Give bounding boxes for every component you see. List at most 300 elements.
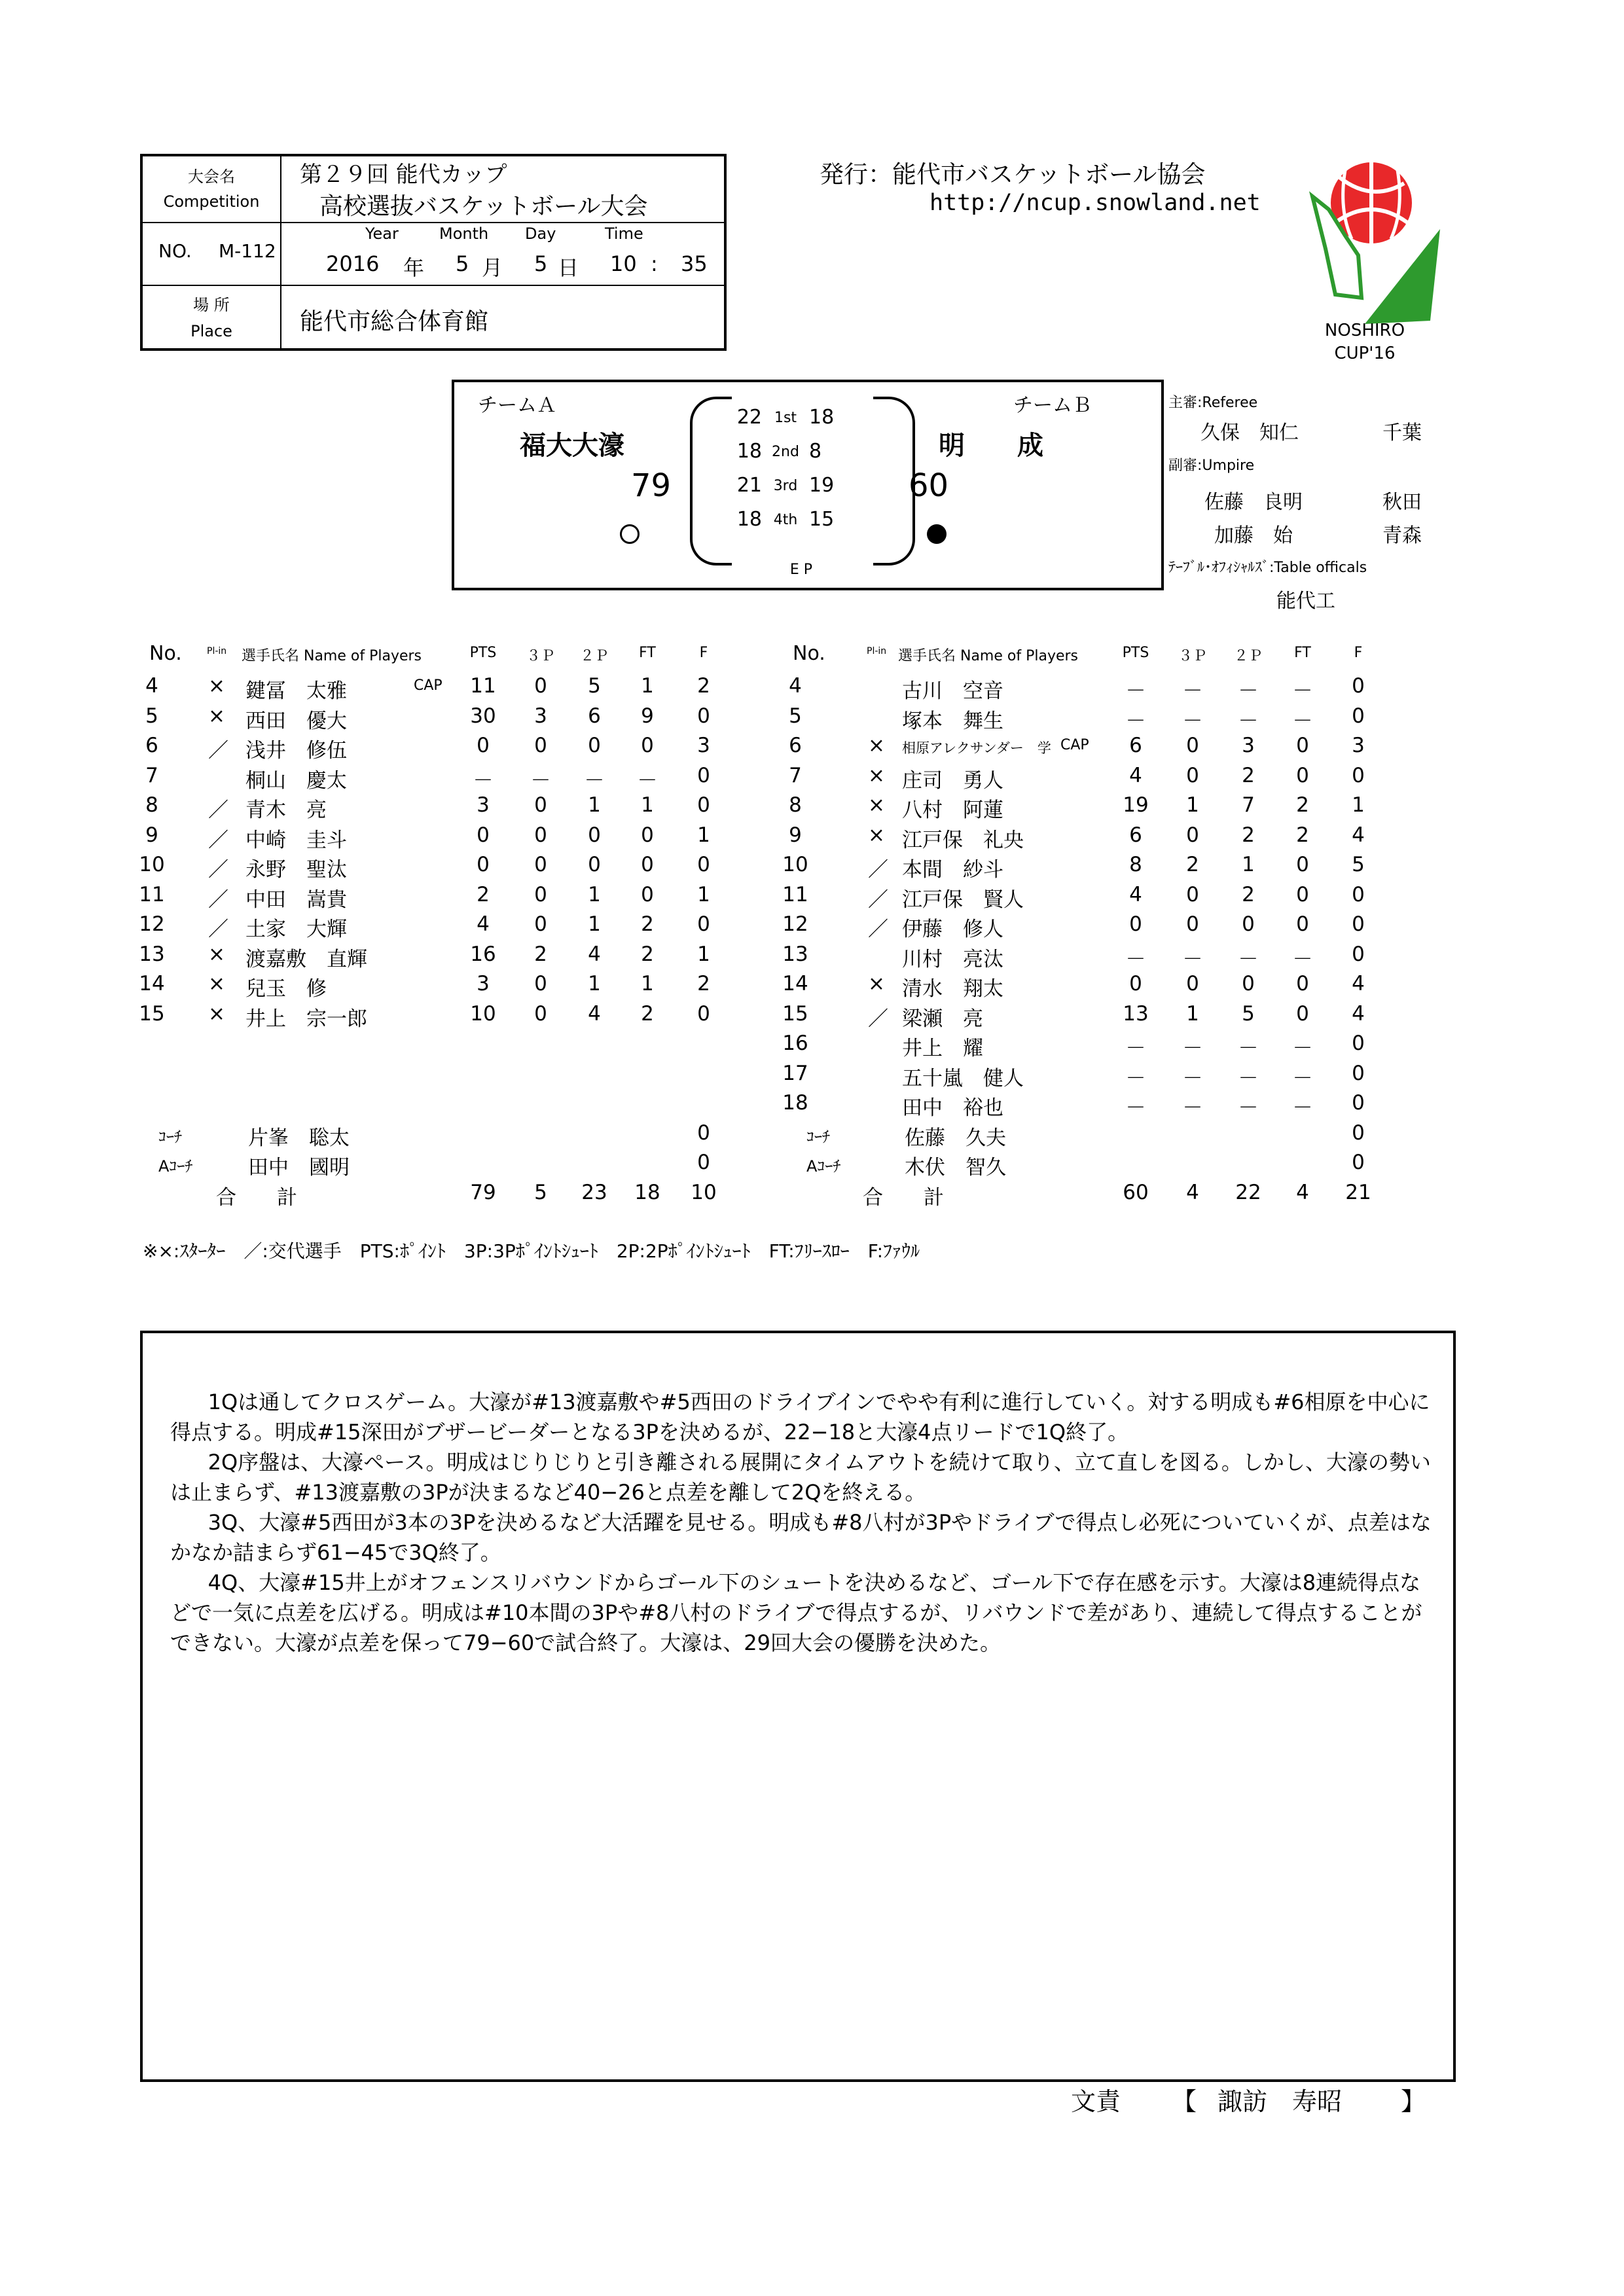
player-number: 4 [145, 674, 158, 698]
player-ft: 0 [1296, 763, 1309, 787]
player-2p: 2 [1242, 823, 1255, 847]
player-play-in-mark: × [868, 823, 885, 847]
player-number: 12 [782, 912, 808, 936]
player-2p: 0 [588, 734, 601, 757]
quarter-score-b: 18 [809, 406, 835, 429]
player-fouls: 0 [697, 704, 710, 728]
player-2p: － [1238, 1096, 1259, 1120]
player-play-in-mark: ／ [208, 798, 228, 822]
player-ft: 0 [1296, 972, 1309, 996]
player-name: 江戸保 礼央 [902, 828, 1024, 852]
player-play-in-mark: × [868, 734, 885, 757]
player-points: － [1125, 1037, 1146, 1060]
quarter-label: 2nd [772, 444, 799, 460]
player-name: 江戸保 賢人 [902, 888, 1024, 912]
no-label: NO. [158, 240, 192, 262]
player-2p: － [1238, 1066, 1259, 1090]
header-3p: ３Ｐ [526, 648, 555, 664]
competition-title-line2: 高校選抜バスケットボール大会 [319, 193, 648, 220]
year-value: 2016 [326, 251, 380, 276]
player-play-in-mark: × [208, 942, 225, 966]
commentary-text [170, 1387, 1434, 1658]
header-ft: FT [639, 645, 656, 661]
player-name: 本間 紗斗 [902, 858, 1003, 882]
header-pts: PTS [1122, 645, 1149, 661]
player-number: 10 [139, 853, 165, 876]
umpire1-name: 佐藤 良明 [1204, 491, 1303, 514]
time-header: Time [605, 224, 643, 243]
player-3p: 0 [534, 912, 547, 936]
legend-text: ※×:ｽﾀｰﾀｰ ／:交代選手 PTS:ﾎﾟｲﾝﾄ 3P:3Pﾎﾟｲﾝﾄｼｭｰﾄ 2P:2Pﾎﾟｲﾝﾄｼｭｰﾄ FT:ﾌﾘｰｽﾛｰ F:ﾌｧｳﾙ [143, 1240, 920, 1262]
player-name: 鍵冨 太雅 [245, 679, 347, 703]
header-3p: ３Ｐ [1178, 648, 1207, 664]
quarter-score-a: 21 [736, 474, 762, 497]
player-number: 5 [145, 704, 158, 728]
player-points: 4 [1129, 763, 1142, 787]
player-3p: 0 [1186, 763, 1199, 787]
player-3p: 2 [1186, 853, 1199, 876]
total-ft: 4 [1296, 1180, 1309, 1204]
year-header: Year [365, 224, 399, 243]
player-fouls: 0 [697, 912, 710, 936]
header-fouls: F [699, 645, 708, 661]
player-points: － [1125, 709, 1146, 733]
total-2p: 22 [1235, 1180, 1261, 1204]
header-fouls: F [1354, 645, 1363, 661]
player-fouls: 4 [1352, 823, 1365, 847]
player-number: 7 [789, 763, 802, 787]
header-no: No. [793, 642, 825, 665]
player-points: 30 [470, 704, 496, 728]
table-officials-value: 能代工 [1276, 590, 1335, 613]
player-fouls: 3 [1352, 734, 1365, 757]
player-number: 6 [789, 734, 802, 757]
player-ft: 0 [1296, 853, 1309, 876]
player-name: 田中 裕也 [902, 1096, 1003, 1120]
player-fouls: 0 [1352, 912, 1365, 936]
player-play-in-mark: ／ [208, 739, 228, 762]
quarter-score-a: 18 [736, 508, 762, 531]
player-2p: 5 [588, 674, 601, 698]
month-unit: 月 [482, 255, 503, 280]
player-ft: － [1292, 1037, 1313, 1060]
player-points: － [1125, 947, 1146, 971]
player-name: 兒玉 修 [245, 977, 327, 1001]
player-name: 青木 亮 [245, 798, 327, 822]
quarter-score-b: 15 [809, 508, 835, 531]
player-ft: 0 [1296, 882, 1309, 906]
player-play-in-mark: × [208, 972, 225, 996]
player-3p: 0 [534, 793, 547, 817]
commentary-paragraph: 1Qは通してクロスゲーム。大濠が#13渡嘉敷や#5西田のドライブインでやや有利に進行していく。対する明成も#6相原を中心に得点する。明成#15深田がブザービーダーとなる3Pを決めるが、22−18と大濠4点リードで1Q終了。 [170, 1390, 1430, 1444]
day-unit: 日 [558, 255, 579, 280]
player-3p: 0 [1186, 912, 1199, 936]
player-2p: 3 [1242, 734, 1255, 757]
player-name: 渡嘉敷 直輝 [245, 947, 367, 971]
staff-name: 木伏 智久 [905, 1156, 1006, 1179]
player-ft: 0 [1296, 912, 1309, 936]
staff-fouls: 0 [1352, 1121, 1365, 1145]
staff-role: Aｺｰﾁ [158, 1157, 193, 1175]
player-points: 0 [477, 823, 490, 847]
no-value: M-112 [219, 240, 276, 262]
player-2p: 0 [1242, 912, 1255, 936]
player-name: 井上 耀 [902, 1037, 983, 1060]
player-2p: 2 [1242, 763, 1255, 787]
player-fouls: 4 [1352, 1001, 1365, 1026]
total-ft: 18 [634, 1180, 660, 1204]
staff-fouls: 0 [1352, 1151, 1365, 1174]
minute-value: 35 [681, 251, 708, 276]
player-number: 7 [145, 763, 158, 787]
player-ft: 2 [641, 942, 654, 966]
commentary-paragraph: 2Q序盤は、大濠ペース。明成はじりじりと引き離される展開にタイムアウトを続けて取り、立て直しを図る。しかし、大濠の勢いは止まらず、#13渡嘉敷の3Pが決まるなど40−26と点差を離して2Qを終える。 [170, 1450, 1431, 1505]
player-number: 17 [782, 1061, 808, 1085]
player-ft: 0 [641, 823, 654, 847]
player-name: 清水 翔太 [902, 977, 1003, 1001]
publisher-text: 発行：能代市バスケットボール協会 [820, 160, 1206, 188]
player-ft: － [1292, 709, 1313, 733]
player-name: 庄司 勇人 [902, 768, 1003, 793]
quarter-score-a: 22 [736, 406, 762, 429]
player-number: 6 [145, 734, 158, 757]
player-play-in-mark: ／ [868, 888, 888, 912]
referee-name: 久保 知仁 [1200, 422, 1299, 444]
player-name: 浅井 修伍 [245, 739, 347, 762]
player-2p: 1 [588, 882, 601, 906]
player-points: 0 [1129, 972, 1142, 996]
competition-info-box [140, 154, 727, 351]
player-3p: 1 [1186, 793, 1199, 817]
player-number: 9 [145, 823, 158, 847]
team-b-total: 60 [909, 467, 949, 504]
header-pts: PTS [469, 645, 497, 661]
player-points: 19 [1123, 793, 1149, 817]
header-no: No. [149, 642, 182, 665]
player-3p: 0 [1186, 734, 1199, 757]
player-3p: 0 [534, 853, 547, 876]
team-a-label: チームＡ [478, 394, 556, 417]
player-number: 11 [782, 882, 808, 906]
player-2p: 6 [588, 704, 601, 728]
noshiro-cup-logo [1299, 157, 1450, 334]
staff-name: 佐藤 久夫 [905, 1126, 1006, 1150]
player-3p: － [1182, 709, 1203, 733]
player-number: 15 [782, 1001, 808, 1026]
competition-title-line1: 第２９回 能代カップ [300, 162, 507, 188]
author-bracket-open: 【 [1172, 2087, 1197, 2116]
player-ft: 2 [1296, 793, 1309, 817]
umpire2-prefecture: 青森 [1382, 524, 1422, 547]
commentary-paragraph: 3Q、大濠#5西田が3本の3Pを決めるなど大活躍を見せる。明成も#8八村が3Pやドライブで得点し必死についていくが、点差はなかなか詰まらず61−45で3Q終了。 [170, 1510, 1432, 1565]
score-box [452, 380, 1164, 590]
player-name: 八村 阿蓮 [902, 798, 1003, 822]
player-play-in-mark: ／ [208, 888, 228, 912]
team-a-win-mark [620, 524, 640, 544]
player-points: 3 [477, 793, 490, 817]
staff-role: Aｺｰﾁ [806, 1157, 841, 1175]
player-number: 18 [782, 1091, 808, 1115]
player-3p: － [1182, 1066, 1203, 1090]
total-fouls: 10 [691, 1180, 717, 1204]
player-3p: 0 [534, 823, 547, 847]
player-fouls: 1 [697, 882, 710, 906]
team-a-total: 79 [631, 467, 672, 504]
player-ft: 2 [641, 1001, 654, 1026]
player-fouls: 1 [697, 942, 710, 966]
header-2p: ２Ｐ [579, 648, 609, 664]
player-play-in-mark: ／ [208, 918, 228, 941]
player-points: 16 [470, 942, 496, 966]
total-2p: 23 [581, 1180, 607, 1204]
player-points: 0 [1129, 912, 1142, 936]
player-3p: 0 [1186, 882, 1199, 906]
player-fouls: 0 [1352, 704, 1365, 728]
player-points: 0 [477, 853, 490, 876]
player-number: 13 [782, 942, 808, 966]
player-play-in-mark: × [208, 674, 225, 698]
player-2p: 4 [588, 1001, 601, 1026]
quarter-score-b: 19 [809, 474, 835, 497]
player-number: 4 [789, 674, 802, 698]
place-label-en: Place [190, 322, 232, 340]
quarter-bracket-right [873, 397, 915, 565]
player-play-in-mark: × [208, 1001, 225, 1026]
player-ft: － [1292, 679, 1313, 703]
player-3p: 0 [534, 1001, 547, 1026]
player-ft: 9 [641, 704, 654, 728]
player-name: 相原アレクサンダー 学 [902, 740, 1051, 756]
player-3p: 1 [1186, 1001, 1199, 1026]
player-number: 8 [789, 793, 802, 817]
header-2p: ２Ｐ [1233, 648, 1263, 664]
player-points: 4 [1129, 882, 1142, 906]
player-2p: 0 [1242, 972, 1255, 996]
player-number: 10 [782, 853, 808, 876]
player-ft: － [1292, 1096, 1313, 1120]
player-2p: 0 [588, 853, 601, 876]
player-2p: － [1238, 679, 1259, 703]
month-header: Month [439, 224, 489, 243]
team-b-label: チームＢ [1013, 394, 1092, 417]
player-fouls: 5 [1352, 853, 1365, 876]
player-fouls: 3 [697, 734, 710, 757]
header-play-in: Pl-in [207, 646, 227, 656]
player-name: 永野 聖汰 [245, 858, 347, 882]
player-number: 15 [139, 1001, 165, 1026]
commentary-paragraph: 4Q、大濠#15井上がオフェンスリバウンドからゴール下のシュートを決めるなど、ゴール下で存在感を示す。大濠は8連続得点などで一気に点差を広げる。明成は#10本間の3Pや#8八村のドライブで得点するが、リバウンドで差があり、連続して得点することができない。大濠が点差を保って79−60で試合終了。大濠は、29回大会の優勝を決めた。 [170, 1570, 1422, 1655]
header-play-in: Pl-in [867, 646, 887, 656]
player-2p: 1 [1242, 853, 1255, 876]
staff-fouls: 0 [697, 1121, 710, 1145]
player-fouls: 0 [1352, 1061, 1365, 1085]
player-play-in-mark: ／ [208, 828, 228, 852]
table-officials-label: ﾃｰﾌﾞﾙ･ｵﾌｨｼｬﾙｽﾞ:Table officals [1168, 560, 1367, 576]
player-points: 8 [1129, 853, 1142, 876]
player-2p: 1 [588, 793, 601, 817]
player-points: － [1125, 679, 1146, 703]
total-fouls: 21 [1345, 1180, 1371, 1204]
player-number: 12 [139, 912, 165, 936]
logo-text-line2: CUP'16 [1334, 344, 1396, 363]
staff-fouls: 0 [697, 1151, 710, 1174]
player-play-in-mark: × [208, 704, 225, 728]
totals-label: 合 計 [863, 1185, 944, 1210]
player-fouls: 0 [697, 853, 710, 876]
player-3p: － [1182, 679, 1203, 703]
player-name: 梁瀬 亮 [902, 1007, 983, 1031]
hour-value: 10 [610, 251, 637, 276]
staff-role: ｺｰﾁ [158, 1127, 182, 1146]
player-name: 桐山 慶太 [245, 768, 347, 793]
player-3p: 0 [534, 882, 547, 906]
player-fouls: 0 [1352, 1091, 1365, 1115]
player-3p: 0 [534, 674, 547, 698]
player-2p: － [1238, 709, 1259, 733]
player-number: 5 [789, 704, 802, 728]
author-label: 文責 [1071, 2087, 1121, 2116]
player-3p: － [1182, 1037, 1203, 1060]
player-fouls: 2 [697, 972, 710, 996]
logo-text-line1: NOSHIRO [1324, 321, 1405, 340]
player-name: 西田 優大 [245, 709, 347, 733]
day-value: 5 [534, 251, 548, 276]
player-ft: 1 [641, 793, 654, 817]
player-ft: － [1292, 1066, 1313, 1090]
header-player-name: 選手氏名 Name of Players [242, 648, 422, 664]
player-play-in-mark: ／ [868, 858, 888, 882]
day-header: Day [525, 224, 556, 243]
player-3p: 0 [1186, 823, 1199, 847]
player-name: 川村 亮汰 [902, 947, 1003, 971]
time-separator: : [651, 251, 658, 276]
umpire2-name: 加藤 始 [1214, 524, 1293, 547]
captain-mark: CAP [1060, 737, 1089, 753]
place-value: 能代市総合体育館 [300, 308, 489, 335]
umpire-label: 副審:Umpire [1168, 457, 1255, 474]
referee-prefecture: 千葉 [1382, 422, 1422, 444]
player-points: 3 [477, 972, 490, 996]
player-name: 土家 大輝 [245, 918, 347, 941]
header-player-name: 選手氏名 Name of Players [898, 648, 1079, 664]
player-3p: － [1182, 1096, 1203, 1120]
player-play-in-mark: × [868, 972, 885, 996]
player-points: － [1125, 1066, 1146, 1090]
quarter-score-a: 18 [736, 440, 762, 463]
player-play-in-mark: × [868, 793, 885, 817]
total-3p: 5 [534, 1180, 547, 1204]
publisher-url: http://ncup.snowland.net [929, 190, 1261, 216]
total-points: 60 [1123, 1180, 1149, 1204]
player-ft: 0 [641, 882, 654, 906]
player-3p: － [1182, 947, 1203, 971]
ep-label: E P [789, 562, 813, 578]
player-points: 0 [477, 734, 490, 757]
header-ft: FT [1294, 645, 1311, 661]
player-points: 13 [1123, 1001, 1149, 1026]
player-2p: 1 [588, 912, 601, 936]
player-ft: 1 [641, 674, 654, 698]
player-3p: 3 [534, 704, 547, 728]
place-label-jp: 場 所 [193, 296, 230, 314]
player-play-in-mark: ／ [208, 858, 228, 882]
player-2p: 0 [588, 823, 601, 847]
player-fouls: 1 [697, 823, 710, 847]
player-name: 伊藤 修人 [902, 918, 1003, 941]
player-2p: 2 [1242, 882, 1255, 906]
player-ft: 0 [641, 853, 654, 876]
player-fouls: 0 [697, 1001, 710, 1026]
player-number: 14 [782, 972, 808, 996]
player-play-in-mark: × [868, 763, 885, 787]
player-3p: 0 [534, 734, 547, 757]
competition-label-jp: 大会名 [188, 168, 235, 186]
player-points: 6 [1129, 734, 1142, 757]
team-b-name: 明 成 [939, 431, 1043, 461]
player-number: 13 [139, 942, 165, 966]
quarter-score-b: 8 [809, 440, 822, 463]
player-2p: － [1238, 1037, 1259, 1060]
player-name: 中田 嵩貴 [245, 888, 347, 912]
player-3p: － [530, 768, 551, 793]
player-number: 16 [782, 1031, 808, 1055]
player-2p: 4 [588, 942, 601, 966]
player-number: 11 [139, 882, 165, 906]
player-points: 11 [470, 674, 496, 698]
player-ft: 2 [641, 912, 654, 936]
author-bracket-close: 】 [1401, 2087, 1426, 2116]
player-play-in-mark: ／ [868, 918, 888, 941]
team-b-loss-mark [927, 524, 947, 544]
team-a-name: 福大大濠 [520, 431, 624, 461]
quarter-label: 3rd [773, 478, 798, 494]
player-fouls: 0 [1352, 942, 1365, 966]
player-fouls: 0 [697, 763, 710, 787]
player-fouls: 4 [1352, 972, 1365, 996]
totals-label: 合 計 [216, 1185, 297, 1210]
player-fouls: 1 [1352, 793, 1365, 817]
staff-role: ｺｰﾁ [806, 1127, 830, 1146]
player-points: 4 [477, 912, 490, 936]
player-points: 6 [1129, 823, 1142, 847]
player-2p: － [1238, 947, 1259, 971]
player-ft: 1 [641, 972, 654, 996]
player-ft: － [637, 768, 658, 793]
player-fouls: 2 [697, 674, 710, 698]
player-name: 井上 宗一郎 [245, 1007, 367, 1031]
player-number: 9 [789, 823, 802, 847]
player-ft: 2 [1296, 823, 1309, 847]
player-ft: － [1292, 947, 1313, 971]
player-3p: 0 [534, 972, 547, 996]
quarter-label: 1st [774, 410, 797, 426]
player-ft: 0 [1296, 1001, 1309, 1026]
player-fouls: 0 [1352, 763, 1365, 787]
player-number: 14 [139, 972, 165, 996]
player-fouls: 0 [1352, 674, 1365, 698]
player-2p: 7 [1242, 793, 1255, 817]
year-unit: 年 [403, 255, 425, 280]
staff-name: 片峯 聡太 [248, 1126, 350, 1150]
player-2p: － [584, 768, 605, 793]
player-fouls: 0 [697, 793, 710, 817]
staff-name: 田中 國明 [248, 1156, 350, 1179]
player-points: － [473, 768, 494, 793]
player-ft: 0 [641, 734, 654, 757]
referee-label: 主審:Referee [1168, 395, 1258, 411]
captain-mark: CAP [414, 677, 442, 694]
player-3p: 2 [534, 942, 547, 966]
